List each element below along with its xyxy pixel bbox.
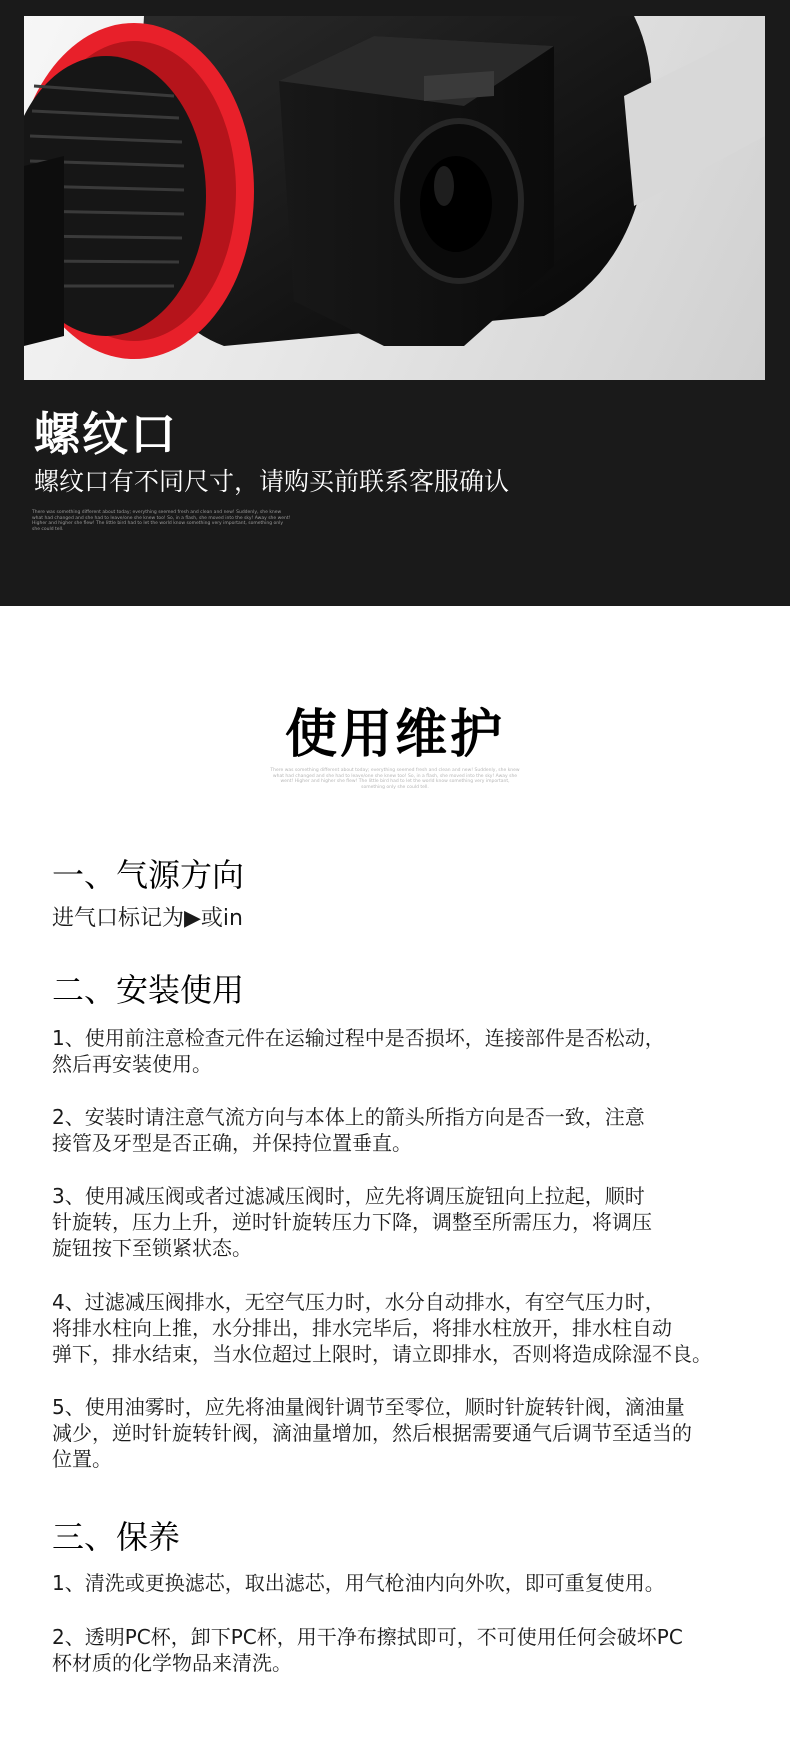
maintenance-item-2-line-1: 2、透明PC杯，卸下PC杯，用干净布擦拭即可，不可使用任何会破坏PC [52,1625,683,1649]
maintenance-item-1 [52,1570,782,1596]
maintenance-item-2-line-2: 杯材质的化学物品来清洗。 [52,1651,292,1675]
hero-fine-print: There was something different about today; everything seemed fresh and clean and new! Suddenly, she knew what had changed and she had to leave/one she knew too! So, in a flash, she moved into the sky! Away she went! Higher and higher she flew! The little bird had to let the world know something very important, something only she could tell. [32,510,291,532]
hero-subtitle: 螺纹口有不同尺寸，请购买前联系客服确认 [34,467,510,496]
section-title: 使用维护 [284,705,505,765]
install-item-4-line-3: 弹下，排水结束，当水位超过上限时，请立即排水，否则将造成除湿不良。 [52,1342,712,1366]
install-item-1-line-2: 然后再安装使用。 [52,1052,212,1076]
install-item-3-line-2: 针旋转，压力上升，逆时针旋转压力下降，调整至所需压力，将调压 [52,1210,652,1234]
install-item-2-line-1: 2、安装时请注意气流方向与本体上的箭头所指方向是否一致，注意 [52,1105,645,1129]
install-item-3-line-3: 旋钮按下至锁紧状态。 [52,1236,252,1260]
install-item-1 [52,1025,782,1077]
product-photo [24,16,765,380]
section-fine-print: There was something different about today; everything seemed fresh and clean and new! Suddenly, she knew what had changed and she had to leave/one she knew too! So, in a flash, she moved into the sky! Away she went! Higher and higher she flew! The little bird had to let the world know something very important, something only she could tell. [270,768,520,790]
install-item-2-line-2: 接管及牙型是否正确，并保持位置垂直。 [52,1131,412,1155]
install-item-4-line-1: 4、过滤减压阀排水，无空气压力时，水分自动排水，有空气压力时， [52,1290,665,1314]
air-direction-text: 进气口标记为▶或in [52,906,243,931]
install-item-2 [52,1104,782,1156]
maintenance-item-1-line-1: 1、清洗或更换滤芯，取出滤芯，用气枪油内向外吹，即可重复使用。 [52,1571,665,1595]
install-item-4-line-2: 将排水柱向上推，水分排出，排水完毕后，将排水柱放开，排水柱自动 [52,1316,672,1340]
hero-banner [0,0,790,606]
install-item-3 [52,1183,782,1261]
maintenance-item-2 [52,1624,782,1676]
hero-title: 螺纹口 [34,407,178,461]
install-item-1-line-1: 1、使用前注意检查元件在运输过程中是否损坏，连接部件是否松动， [52,1026,665,1050]
heading-air-direction: 一、气源方向 [52,856,245,894]
install-item-3-line-1: 3、使用减压阀或者过滤减压阀时，应先将调压旋钮向上拉起，顺时 [52,1184,645,1208]
install-item-5 [52,1394,782,1472]
install-item-5-line-2: 减少，逆时针旋转针阀，滴油量增加，然后根据需要通气后调节至适当的 [52,1421,692,1445]
install-item-5-line-3: 位置。 [52,1447,112,1471]
install-item-4 [52,1289,782,1367]
heading-maintenance: 三、保养 [52,1518,181,1556]
install-item-5-line-1: 5、使用油雾时，应先将油量阀针调节至零位，顺时针旋转针阀，滴油量 [52,1395,685,1419]
product-illustration [24,16,765,380]
heading-install: 二、安装使用 [52,971,245,1009]
